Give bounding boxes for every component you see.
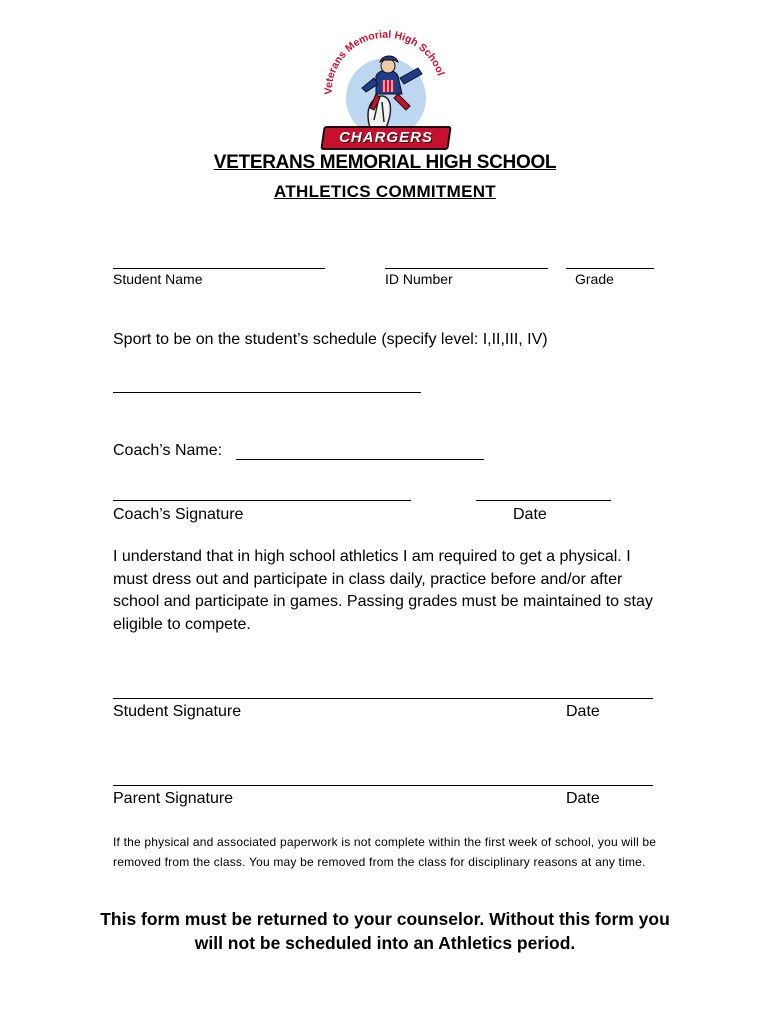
sport-prompt: Sport to be on the student’s schedule (specify level: I,II,III, IV) <box>113 331 548 348</box>
logo-banner-text: CHARGERS <box>339 129 433 146</box>
grade-label: Grade <box>575 271 614 287</box>
parent-signature-label: Parent Signature <box>113 790 234 807</box>
id-number-line[interactable] <box>385 268 548 269</box>
student-name-line[interactable] <box>113 268 325 269</box>
parent-signature-line[interactable] <box>113 785 653 786</box>
grade-line[interactable] <box>566 268 654 269</box>
coach-signature-line[interactable] <box>113 500 411 501</box>
logo-banner <box>320 126 451 150</box>
student-signature-line[interactable] <box>113 698 653 699</box>
id-number-label: ID Number <box>385 271 453 287</box>
coach-date-line[interactable] <box>476 500 611 501</box>
return-instructions: This form must be returned to your counselor. Without this form you will not be scheduled into an Athletics period. <box>100 909 670 953</box>
school-name: VETERANS MEMORIAL HIGH SCHOOL <box>213 152 557 173</box>
logo-arc-text: Veterans Memorial High School <box>322 28 447 95</box>
form-title: ATHLETICS COMMITMENT <box>274 182 496 201</box>
sport-line[interactable] <box>113 392 421 393</box>
physical-notice: If the physical and associated paperwork is not complete within the first week of school, you will be removed from the class. You may be removed from the class for disciplinary reasons at any time. <box>113 835 657 869</box>
student-date-label: Date <box>566 703 600 720</box>
agreement-paragraph: I understand that in high school athletics I am required to get a physical. I must dress out and participate in class daily, practice before and/or after school and participate in games. Passing grades must be maintained to stay eligible to compete. <box>113 548 653 633</box>
coach-name-line[interactable] <box>236 459 484 460</box>
student-signature-label: Student Signature <box>113 703 242 720</box>
coach-signature-label: Coach’s Signature <box>113 506 244 523</box>
student-name-label: Student Name <box>113 271 203 287</box>
coach-date-label: Date <box>513 506 547 523</box>
coach-name-label: Coach’s Name: <box>113 442 223 459</box>
parent-date-label: Date <box>566 790 600 807</box>
